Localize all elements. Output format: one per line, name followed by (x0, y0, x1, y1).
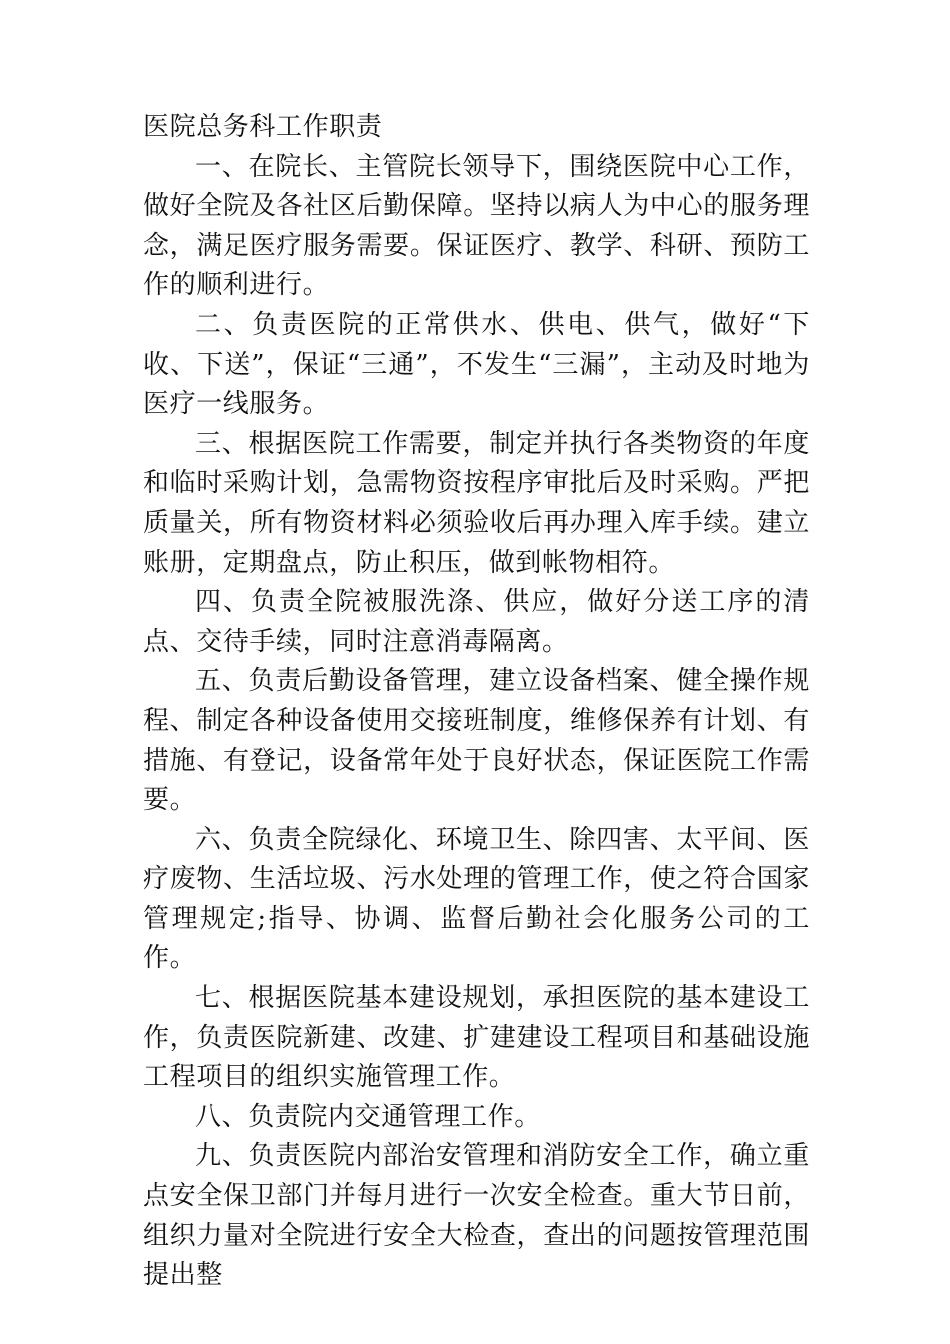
document-body (143, 108, 810, 1296)
document-title: 医院总务科工作职责 (143, 112, 383, 142)
paragraph-4: 四、负责全院被服洗涤、供应，做好分送工序的清点、交待手续，同时注意消毒隔离。 (143, 587, 810, 657)
paragraph-3: 三、根据医院工作需要，制定并执行各类物资的年度和临时采购计划，急需物资按程序审批后及时采购。严把质量关，所有物资材料必须验收后再办理入库手续。建立账册，定期盘点，防止积压，做到帐物相符。 (143, 428, 810, 578)
paragraph-6: 六、负责全院绿化、环境卫生、除四害、太平间、医疗废物、生活垃圾、污水处理的管理工作，使之符合国家管理规定;指导、协调、监督后勤社会化服务公司的工作。 (143, 824, 810, 974)
paragraph-2: 二、负责医院的正常供水、供电、供气，做好“下收、下送”，保证“三通”，不发生“三漏”，主动及时地为医疗一线服务。 (143, 309, 810, 420)
paragraph-8: 八、负责院内交通管理工作。 (195, 1101, 541, 1132)
paragraph-7: 七、根据医院基本建设规划，承担医院的基本建设工作，负责医院新建、改建、扩建建设工程项目和基础设施工程项目的组织实施管理工作。 (143, 983, 810, 1093)
paragraph-5: 五、负责后勤设备管理，建立设备档案、健全操作规程、制定各种设备使用交接班制度，维修保养有计划、有措施、有登记，设备常年处于良好状态，保证医院工作需要。 (143, 666, 810, 816)
paragraph-9: 九、负责医院内部治安管理和消防安全工作，确立重点安全保卫部门并每月进行一次安全检查。重大节日前，组织力量对全院进行安全大检查，查出的问题按管理范围提出整 (143, 1141, 810, 1291)
paragraph-1: 一、在院长、主管院长领导下，围绕医院中心工作，做好全院及各社区后勤保障。坚持以病人为中心的服务理念，满足医疗服务需要。保证医疗、教学、科研、预防工作的顺利进行。 (143, 151, 810, 301)
